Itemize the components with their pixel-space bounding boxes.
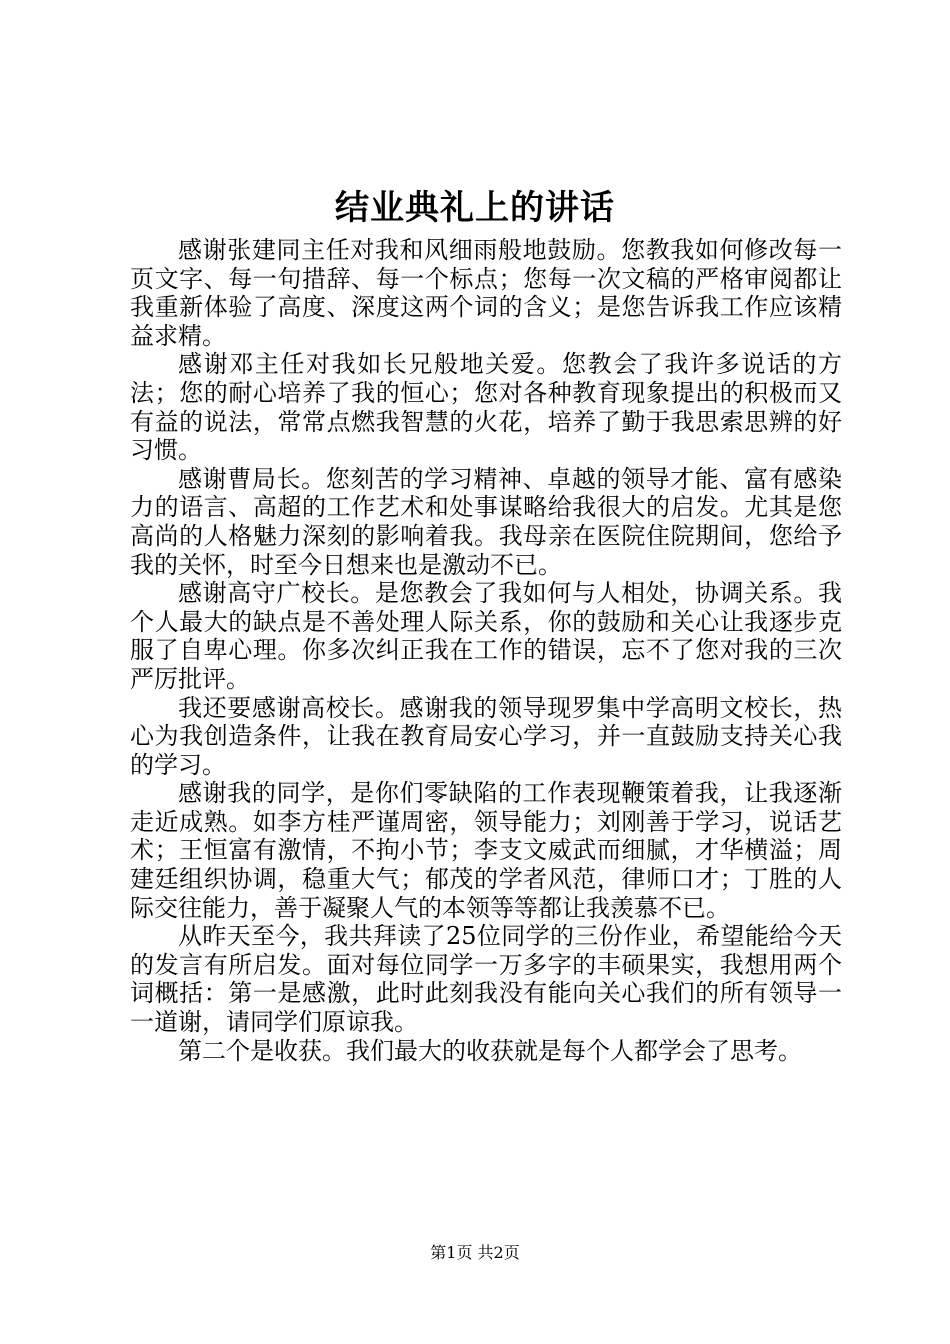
paragraph: 从昨天至今，我共拜读了25位同学的三份作业，希望能给今天的发言有所启发。面对每位同学一万多字的丰硕果实，我想用两个词概括：第一是感激，此时此刻我没有能向关心我们的所有领导一一道谢，请同学们原谅我。 [130,922,842,1037]
paragraph: 我还要感谢高校长。感谢我的领导现罗集中学高明文校长，热心为我创造条件，让我在教育局安心学习，并一直鼓励支持关心我的学习。 [130,693,842,779]
paragraph: 感谢我的同学，是你们零缺陷的工作表现鞭策着我，让我逐渐走近成熟。如李方桂严谨周密，领导能力；刘刚善于学习，说话艺术；王恒富有激情，不拘小节；李支文威武而细腻，才华横溢；周建廷组织协调，稳重大气；郁茂的学者风范，律师口才；丁胜的人际交往能力，善于凝聚人气的本领等等都让我羡慕不已。 [130,779,842,922]
paragraph: 第二个是收获。我们最大的收获就是每个人都学会了思考。 [178,1036,802,1065]
page-number-footer: 第1页 共2页 [430,1243,520,1262]
document-title: 结业典礼上的讲话 [335,188,615,228]
paragraph: 感谢曹局长。您刻苦的学习精神、卓越的领导才能、富有感染力的语言、高超的工作艺术和处事谋略给我很大的启发。尤其是您高尚的人格魅力深刻的影响着我。我母亲在医院住院期间，您给予我的关怀，时至今日想来也是激动不已。 [130,464,842,579]
document-body [130,236,842,1065]
paragraph: 感谢邓主任对我如长兄般地关爱。您教会了我许多说话的方法；您的耐心培养了我的恒心；您对各种教育现象提出的积极而又有益的说法，常常点燃我智慧的火花，培养了勤于我思索思辨的好习惯。 [130,350,842,465]
paragraph: 感谢张建同主任对我和风细雨般地鼓励。您教我如何修改每一页文字、每一句措辞、每一个标点；您每一次文稿的严格审阅都让我重新体验了高度、深度这两个词的含义；是您告诉我工作应该精益求精。 [130,236,842,350]
paragraph: 感谢高守广校长。是您教会了我如何与人相处，协调关系。我个人最大的缺点是不善处理人际关系，你的鼓励和关心让我逐步克服了自卑心理。你多次纠正我在工作的错误，忘不了您对我的三次严厉批评。 [130,579,842,693]
